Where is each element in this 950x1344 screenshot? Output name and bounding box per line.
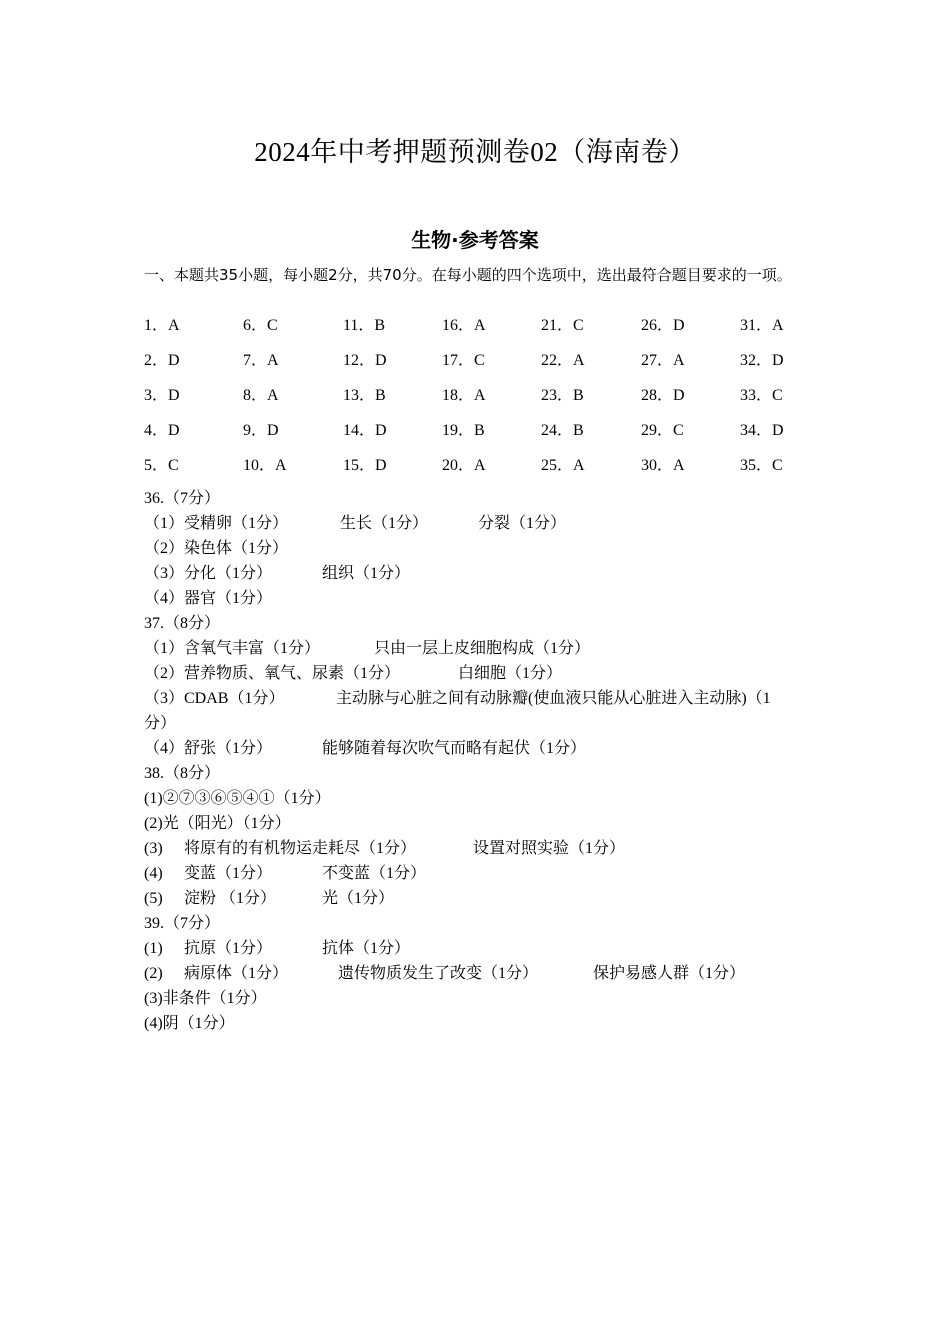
q37-line-4: （4）舒张（1分） 能够随着每次吹气而略有起伏（1分） (144, 740, 587, 757)
answer-lines (144, 486, 824, 1036)
q39-line-3: (3)非条件（1分） (144, 990, 267, 1007)
choice-answer: 33．C (740, 387, 783, 404)
section-instructions: 一、本题共35小题，每小题2分，共70分。在每小题的四个选项中，选出最符合题目要求的一项。 (144, 266, 792, 284)
choice-answer: 1．A (144, 317, 180, 334)
page-title: 2024年中考押题预测卷02（海南卷） (254, 137, 696, 167)
choice-answer: 9．D (243, 422, 279, 439)
choice-answer: 27．A (641, 352, 685, 369)
choice-answer: 10．A (243, 457, 287, 474)
choice-answer: 5．C (144, 457, 179, 474)
q38-line-4: (4) 变蓝（1分） 不变蓝（1分） (144, 865, 427, 882)
q37-header: 37.（8分） (144, 615, 221, 632)
q36-header: 36.（7分） (144, 490, 221, 507)
choice-answer: 2．D (144, 352, 180, 369)
q36-line-4: （4）器官（1分） (144, 590, 273, 607)
q39-header: 39.（7分） (144, 915, 221, 932)
choice-answer: 13．B (343, 387, 386, 404)
choice-answer: 26．D (641, 317, 685, 334)
choice-answer: 3．D (144, 387, 180, 404)
choice-answer: 7．A (243, 352, 279, 369)
choice-answer: 16．A (442, 317, 486, 334)
q38-line-2: (2)光（阳光）（1分） (144, 815, 291, 832)
q39-line-1: (1) 抗原（1分） 抗体（1分） (144, 940, 411, 957)
choice-answer: 6．C (243, 317, 278, 334)
choice-answer: 34．D (740, 422, 784, 439)
q36-line-2: （2）染色体（1分） (144, 540, 289, 557)
choice-answer: 28．D (641, 387, 685, 404)
choice-answer: 20．A (442, 457, 486, 474)
choice-answer: 8．A (243, 387, 279, 404)
choice-answer: 23．B (541, 387, 584, 404)
choice-answer: 18．A (442, 387, 486, 404)
choice-answer: 30．A (641, 457, 685, 474)
choice-answer: 35．C (740, 457, 783, 474)
q36-line-3: （3）分化（1分） 组织（1分） (144, 565, 411, 582)
choice-answer: 25．A (541, 457, 585, 474)
choice-answer: 31．A (740, 317, 784, 334)
choice-answer: 24．B (541, 422, 584, 439)
choice-answer: 17．C (442, 352, 485, 369)
choice-answer: 4．D (144, 422, 180, 439)
choice-answer: 22．A (541, 352, 585, 369)
q38-line-3: (3) 将原有的有机物运走耗尽（1分） 设置对照实验（1分） (144, 840, 626, 857)
q36-line-1: （1）受精卵（1分） 生长（1分） 分裂（1分） (144, 515, 567, 532)
q37-line-3: （3）CDAB（1分） 主动脉与心脏之间有动脉瓣(使血液只能从心脏进入主动脉)（1 (144, 690, 771, 707)
choice-answer: 19．B (442, 422, 485, 439)
choice-answer: 29．C (641, 422, 684, 439)
choice-answer: 11．B (343, 317, 386, 334)
q38-line-5: (5) 淀粉 （1分） 光（1分） (144, 890, 395, 907)
q37-line-2: （2）营养物质、氧气、尿素（1分） 白细胞（1分） (144, 665, 563, 682)
page-subtitle: 生物·参考答案 (411, 228, 539, 252)
choice-answer: 21．C (541, 317, 584, 334)
q38-header: 38.（8分） (144, 765, 221, 782)
choice-answer: 14．D (343, 422, 387, 439)
q39-line-2: (2) 病原体（1分） 遗传物质发生了改变（1分） 保护易感人群（1分） (144, 965, 746, 982)
choice-answer: 12．D (343, 352, 387, 369)
q37-line-1: （1）含氧气丰富（1分） 只由一层上皮细胞构成（1分） (144, 640, 591, 657)
choice-answer: 32．D (740, 352, 784, 369)
q39-line-4: (4)阴（1分） (144, 1015, 235, 1032)
choice-answer: 15．D (343, 457, 387, 474)
q38-line-1: (1)②⑦③⑥⑤④①（1分） (144, 790, 331, 807)
q37-line-3b: 分） (144, 715, 177, 732)
